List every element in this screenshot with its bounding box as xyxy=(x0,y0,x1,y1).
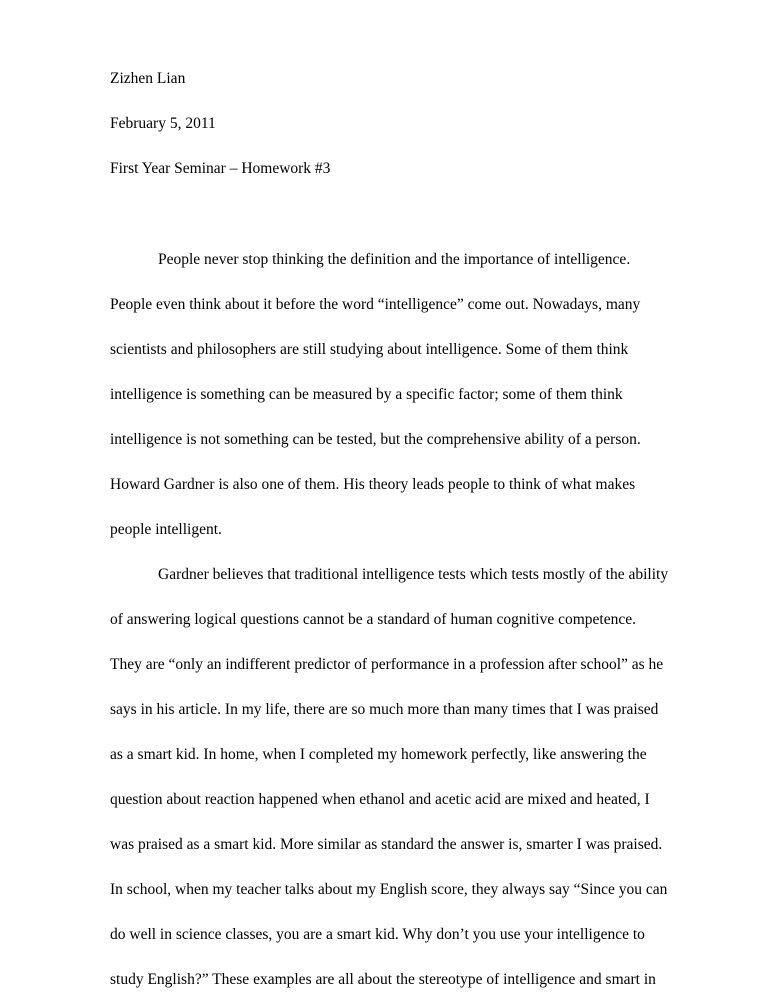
paragraph-1-line-1: People never stop thinking the definition and the importance of intelligence. xyxy=(158,251,631,268)
course-title: First Year Seminar – Homework #3 xyxy=(110,160,331,177)
paragraph-2-line-9: do well in science classes, you are a smart kid. Why don’t you use your intelligence to xyxy=(110,926,645,943)
paragraph-1-line-3: scientists and philosophers are still studying about intelligence. Some of them think xyxy=(110,341,629,358)
paragraph-2-line-5: as a smart kid. In home, when I completed my homework perfectly, like answering the xyxy=(110,746,647,763)
paragraph-2-line-8: In school, when my teacher talks about my English score, they always say “Since you can xyxy=(110,881,668,898)
paragraph-2-line-3: They are “only an indifferent predictor of performance in a profession after school” as he xyxy=(110,656,664,673)
paragraph-1-line-2: People even think about it before the word “intelligence” come out. Nowadays, many xyxy=(110,296,641,313)
paragraph-2-line-10: study English?” These examples are all about the stereotype of intelligence and smart in xyxy=(110,971,656,988)
paragraph-1-line-6: Howard Gardner is also one of them. His theory leads people to think of what makes xyxy=(110,476,636,493)
paragraph-2-line-4: says in his article. In my life, there are so much more than many times that I was praised xyxy=(110,701,659,718)
author-name: Zizhen Lian xyxy=(110,70,186,87)
paragraph-2-line-7: was praised as a smart kid. More similar as standard the answer is, smarter I was praised. xyxy=(110,836,663,853)
paragraph-2-line-1: Gardner believes that traditional intelligence tests which tests mostly of the ability xyxy=(158,566,669,583)
paragraph-1-line-4: intelligence is something can be measured by a specific factor; some of them think xyxy=(110,386,623,403)
paragraph-2-line-6: question about reaction happened when ethanol and acetic acid are mixed and heated, I xyxy=(110,791,650,808)
paragraph-1-line-5: intelligence is not something can be tested, but the comprehensive ability of a person. xyxy=(110,431,641,448)
paragraph-2-line-2: of answering logical questions cannot be a standard of human cognitive competence. xyxy=(110,611,636,628)
date: February 5, 2011 xyxy=(110,115,216,132)
paragraph-1-line-7: people intelligent. xyxy=(110,521,222,538)
